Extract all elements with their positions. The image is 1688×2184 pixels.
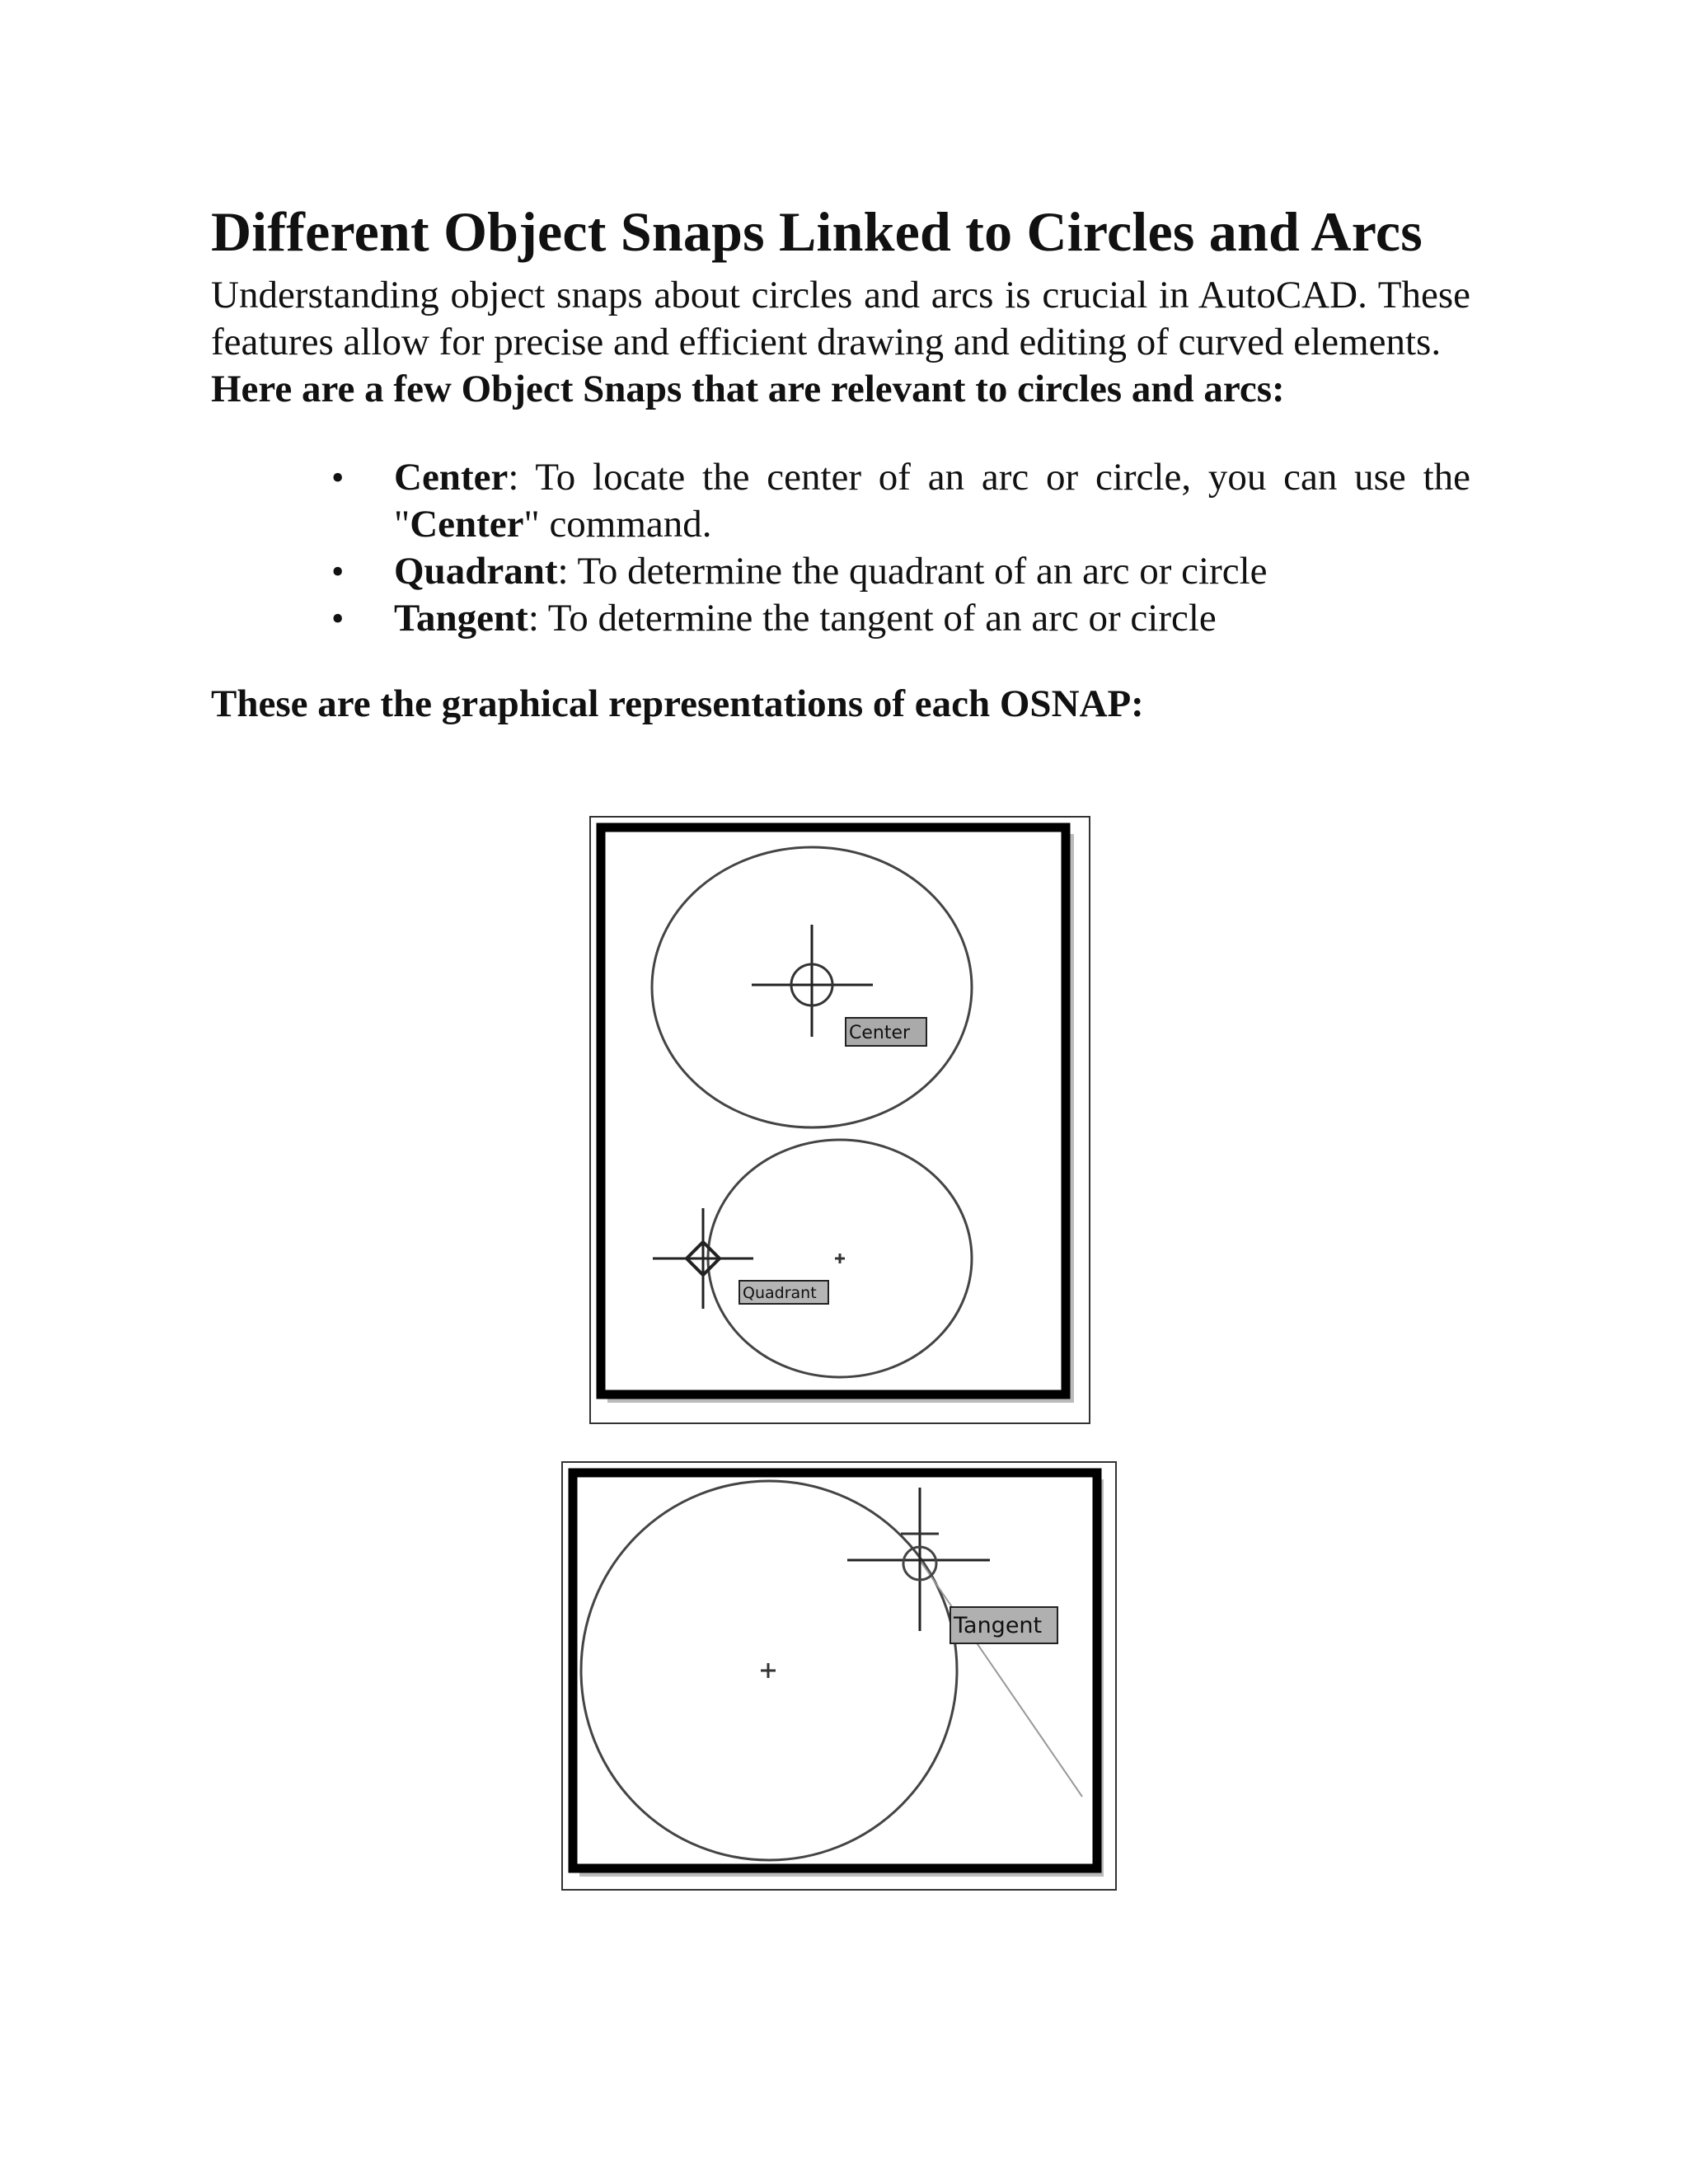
snap-name: Tangent — [394, 597, 528, 640]
viewport-frame — [573, 1473, 1097, 1868]
list-item-quadrant — [211, 548, 1470, 595]
center-tooltip-label: Center — [849, 1023, 911, 1043]
snap-desc: : To locate the center of an arc or circle, you can use the " — [394, 456, 1470, 546]
list-item-tangent — [211, 595, 1470, 642]
snaps-lead-text: Here are a few Object Snaps that are relevant to circles and arcs: — [211, 368, 1285, 410]
snap-desc: : To determine the tangent of an arc or circle — [528, 597, 1217, 640]
bullet-icon: • — [331, 457, 345, 498]
tangent-figure — [561, 1461, 1117, 1891]
snap-name: Center — [394, 456, 509, 499]
snap-desc: : To determine the quadrant of an arc or circle — [557, 550, 1268, 593]
snap-desc-end: " command. — [523, 503, 712, 546]
page-title: Different Object Snaps Linked to Circles and Arcs — [211, 200, 1423, 263]
snap-name: Quadrant — [394, 550, 558, 593]
snap-command: Center — [410, 503, 524, 546]
viewport-frame — [601, 827, 1066, 1394]
bullet-icon: • — [331, 551, 345, 592]
tangent-tooltip-label: Tangent — [954, 1613, 1043, 1638]
quadrant-tooltip-label: Quadrant — [743, 1284, 817, 1302]
center-quadrant-drawing — [591, 818, 1089, 1422]
graphics-lead-text: These are the graphical representations of each OSNAP: — [211, 682, 1144, 725]
bullet-icon: • — [331, 598, 345, 639]
document-page — [211, 194, 1470, 728]
center-quadrant-figure — [589, 816, 1090, 1424]
snaps-list — [211, 454, 1470, 642]
list-item-center — [211, 454, 1470, 548]
tangent-drawing — [563, 1463, 1115, 1889]
intro-paragraph: Understanding object snaps about circles and arcs is crucial in AutoCAD. These features allow for precise and efficient drawing and editing of curved elements. — [211, 274, 1470, 363]
